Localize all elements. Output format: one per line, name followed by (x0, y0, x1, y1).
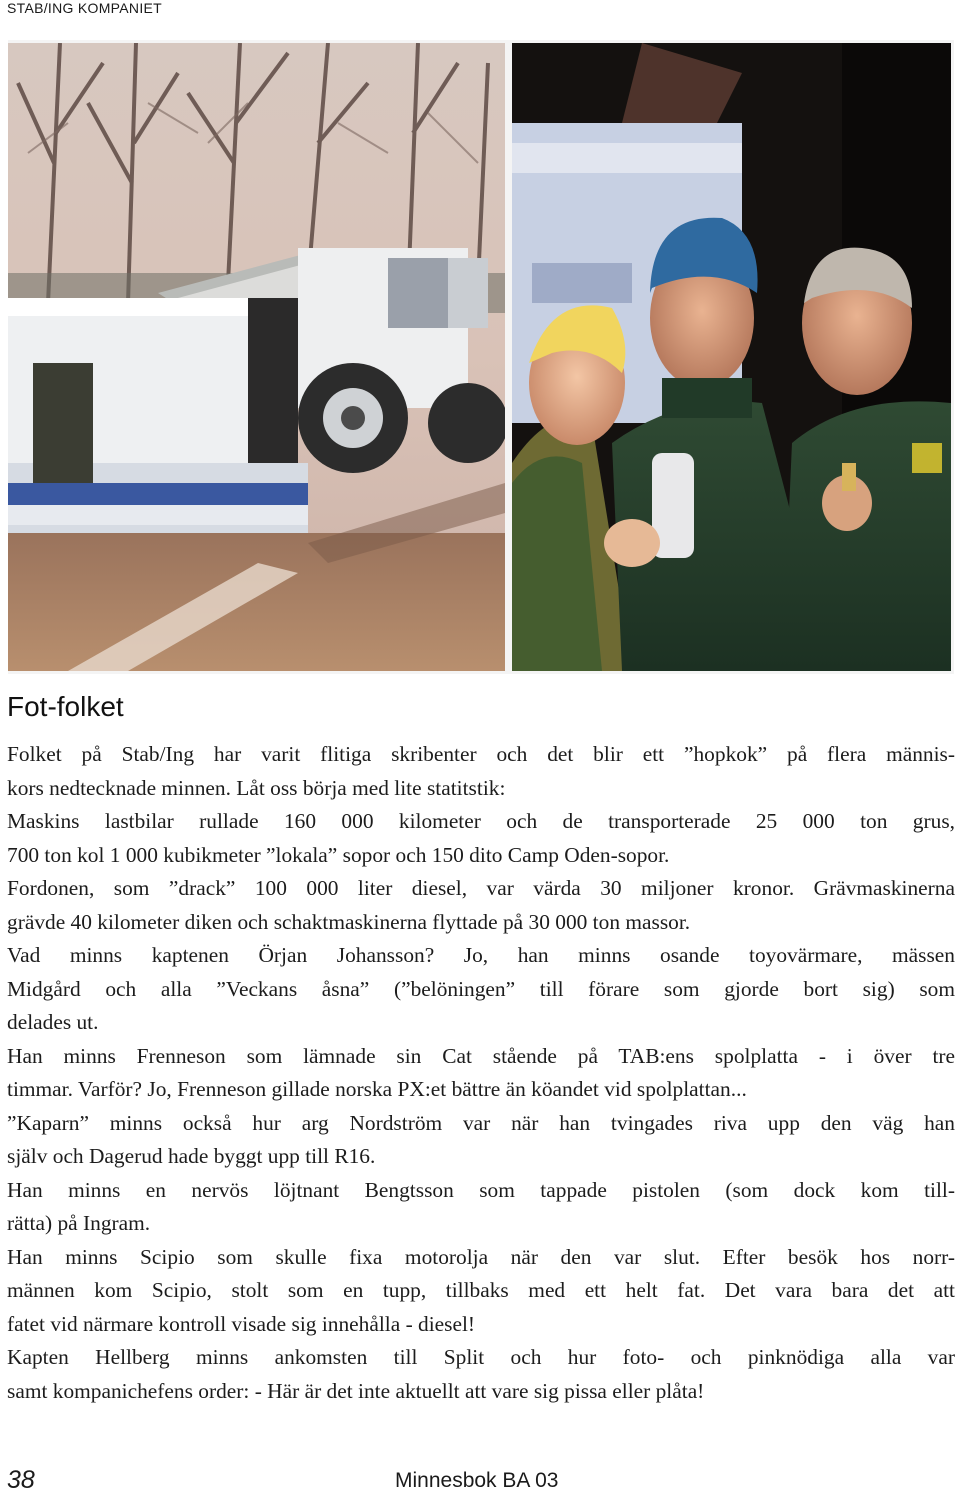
body-line: rätta) på Ingram. (7, 1211, 151, 1235)
body-line: grävde 40 kilometer diken och schaktmaskinerna flyttade på 30 000 ton massor. (7, 909, 691, 934)
article-body (7, 738, 955, 1408)
body-line: själv och Dagerud hade byggt upp till R16. (7, 1144, 376, 1168)
body-line: fatet vid närmare kontroll visade sig innehålla - diesel! (7, 1311, 476, 1336)
publication-title: Minnesbok BA 03 (395, 1469, 559, 1492)
body-line: Kapten Hellberg minns ankomsten till Split och hur foto- och pinknödiga alla var (7, 1345, 955, 1369)
body-line: Midgård och alla ”Veckans åsna” (”belöningen” till förare som gjorde bort sig) som (7, 976, 955, 1001)
article-heading: Fot-folket (7, 691, 124, 722)
body-line: Han minns Scipio som skulle fixa motorolja när den var slut. Efter besök hos norr- (7, 1244, 955, 1269)
soldiers-photo (512, 43, 951, 671)
body-line: Han minns Frenneson som lämnade sin Cat stående på TAB:ens spolplatta - i över tre (7, 1043, 955, 1068)
body-line: 700 ton kol 1 000 kubikmeter ”lokala” sopor och 150 dito Camp Oden-sopor. (7, 842, 670, 867)
body-line: samt kompanichefens order: - Här är det inte aktuellt att vare sig pissa eller plåta! (7, 1378, 705, 1403)
body-line: timmar. Varför? Jo, Frenneson gillade norska PX:et bättre än köandet vid spolplattan... (7, 1077, 747, 1101)
body-line: kors nedtecknade minnen. Låt oss börja med lite statitstik: (7, 775, 506, 800)
body-line: Han minns en nervös löjtnant Bengtsson som tappade pistolen (som dock kom till- (7, 1177, 955, 1202)
body-line: Vad minns kaptenen Örjan Johansson? Jo, han minns osande toyovärmare, mässen (7, 943, 955, 967)
body-line: ”Kaparn” minns också hur arg Nordström var när han tvingades riva upp den väg han (7, 1110, 955, 1135)
truck-photo (8, 43, 505, 671)
body-line: Maskins lastbilar rullade 160 000 kilometer och de transporterade 25 000 ton grus, (7, 809, 955, 833)
body-line: männen kom Scipio, stolt som en tupp, tillbaks med ett helt fat. Det vara bara det att (7, 1278, 955, 1302)
body-line: delades ut. (7, 1010, 99, 1034)
photo-spread (8, 40, 954, 674)
section-header: STAB/ING KOMPANIET (7, 0, 163, 16)
truck-photo-image (8, 43, 505, 671)
body-line: Fordonen, som ”drack” 100 000 liter diesel, var värda 30 miljoner kronor. Grävmaskinerna (7, 876, 955, 900)
body-line: Folket på Stab/Ing har varit flitiga skribenter och det blir ett ”hopkok” på flera männis- (7, 742, 955, 766)
page-number: 38 (7, 1466, 35, 1494)
soldiers-photo-image (512, 43, 951, 671)
